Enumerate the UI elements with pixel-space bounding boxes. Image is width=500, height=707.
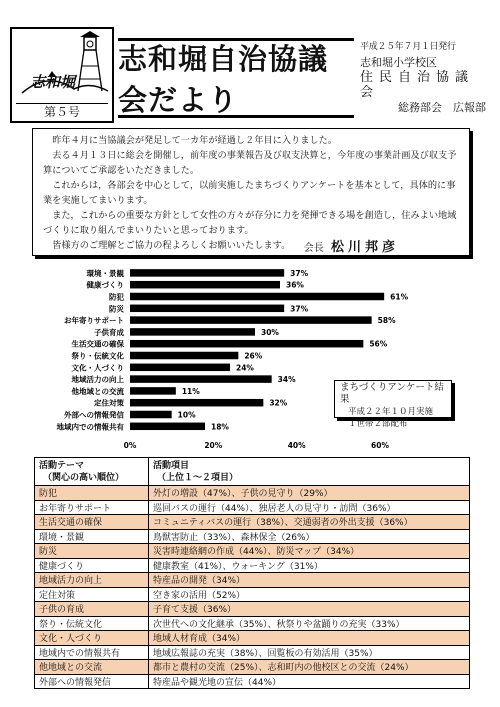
table-row <box>35 660 470 675</box>
category-label: 防犯 <box>109 292 124 302</box>
tower-logo-icon <box>18 31 110 105</box>
category-label: 環境・景観 <box>86 268 124 278</box>
category-label: 健康づくり <box>86 280 124 290</box>
items-cell: 災害時連絡網の作成（44%）、防災マップ（34%） <box>149 544 470 559</box>
issue-number: 第５号 <box>16 103 108 120</box>
header-theme-sub: （関心の高い順位） <box>43 472 125 483</box>
logo-text: 志和堀 <box>30 73 76 91</box>
bar <box>130 387 176 395</box>
message-paragraph: また，これからの重要な方針として女性の方々が存分に力を発揮できる場を創造し，住みよい地域づくりに取り組んでまいりたいと思っております。 <box>43 210 457 236</box>
signature-title: 会長 <box>303 243 324 254</box>
bar-value-label: 11% <box>181 386 200 396</box>
bar-value-label: 26% <box>244 351 263 361</box>
school-district: 志和堀小学校区 <box>360 56 437 69</box>
category-label: 他地域との交流 <box>71 386 124 396</box>
message-paragraph: 皆様方のご理解とご協力の程よろしくお願いいたします。 <box>52 240 291 251</box>
table-header-items <box>149 458 470 486</box>
bar <box>130 399 263 407</box>
theme-cell: 生活交通の確保 <box>35 515 149 530</box>
category-label: お年寄りサポート <box>64 316 124 326</box>
items-cell: 健康教室（41%）、ウォーキング（31%） <box>149 558 470 573</box>
x-tick-label: 60% <box>371 441 389 451</box>
message-paragraph: 去る４月１３日に総会を開催し，前年度の事業報告及び収支決算と，今年度の事業計画及び収支予算についてご承認をいただきました。 <box>43 150 457 176</box>
survey-info-title: まちづくりアンケート結果 <box>340 382 444 405</box>
category-label: 外部への情報発信 <box>64 410 124 420</box>
theme-cell: 他地域との交流 <box>35 660 149 675</box>
message-paragraph: 昨年４月に当協議会が発足して一カ年が経過し２年目に入りました。 <box>52 135 337 146</box>
bar-value-label: 10% <box>177 410 196 420</box>
bar-value-label: 58% <box>377 316 396 326</box>
survey-info-date: 平成２２年１０月実施 <box>348 407 434 417</box>
items-cell: 地域広報誌の充実（38%）、回覧板の有効活用（35%） <box>149 645 470 660</box>
table-row <box>35 529 470 544</box>
survey-info-distribution: １世帯２部配布 <box>348 419 408 429</box>
bar <box>130 364 230 372</box>
category-label: 防災 <box>109 304 124 314</box>
theme-cell: 外部への情報発信 <box>35 674 149 689</box>
bar <box>130 340 363 348</box>
items-cell: 都市と農村の交流（25%）、志和町内の他校区との交流（24%） <box>149 660 470 675</box>
newsletter-title: 志和堀自治協議会だより <box>118 42 329 117</box>
theme-cell: 環境・景観 <box>35 529 149 544</box>
bar <box>130 293 384 301</box>
items-cell: 空き家の活用（52%） <box>149 587 470 602</box>
table-row <box>35 616 470 631</box>
logo-box <box>10 27 114 123</box>
table-row <box>35 544 470 559</box>
organization-name: 住民自治協議会 <box>360 70 475 100</box>
theme-cell: 文化・人づくり <box>35 631 149 646</box>
items-cell: 特産品や観光地の宣伝（44%） <box>149 674 470 689</box>
bar-value-label: 61% <box>390 292 409 302</box>
bar-value-label: 36% <box>286 280 304 290</box>
bar-value-label: 37% <box>290 304 309 314</box>
items-cell: 巡回バスの運行（44%）、独居老人の見守り・訪問（36%） <box>149 500 470 515</box>
greeting-message <box>32 128 470 256</box>
theme-cell: 地域活力の向上 <box>35 573 149 588</box>
table-row <box>35 631 470 646</box>
items-cell: 鳥獣害防止（33%）、森林保全（26%） <box>149 529 470 544</box>
items-cell: 子育て支援（36%） <box>149 602 470 617</box>
items-cell: 次世代への文化継承（35%）、秋祭りや盆踊りの充実（33%） <box>149 616 470 631</box>
bar <box>130 305 284 313</box>
issue-date: 平成２５年７月１日発行 <box>360 42 456 52</box>
x-tick-label: 20% <box>204 441 223 451</box>
table-header-row <box>35 458 470 486</box>
category-label: 生活交通の確保 <box>71 339 124 349</box>
table-header-theme <box>35 458 149 486</box>
header-items-label: 活動項目 <box>153 460 190 471</box>
bar <box>130 316 372 324</box>
bar-value-label: 24% <box>236 363 254 373</box>
x-tick-label: 40% <box>287 441 306 451</box>
bar <box>130 423 205 431</box>
theme-cell: 祭り・伝統文化 <box>35 616 149 631</box>
signature <box>304 240 399 256</box>
items-cell: 外灯の増設（47%）、子供の見守り（29%） <box>149 486 470 501</box>
theme-cell: 子供の育成 <box>35 602 149 617</box>
activity-table <box>34 457 470 689</box>
survey-info-box <box>334 380 452 429</box>
category-label: 地域活力の向上 <box>71 375 124 385</box>
theme-cell: お年寄りサポート <box>35 500 149 515</box>
bar-value-label: 34% <box>277 375 296 385</box>
bar <box>130 352 238 360</box>
bar <box>130 328 255 336</box>
table-row <box>35 587 470 602</box>
message-paragraph: これからは，各部会を中心として，以前実施したまちづくりアンケートを基本として，具体的に事業を実施してまいります。 <box>43 180 456 206</box>
table-row <box>35 674 470 689</box>
table-row <box>35 515 470 530</box>
category-label: 文化・人づくり <box>71 363 124 373</box>
items-cell: 地域人材育成（34%） <box>149 631 470 646</box>
bar <box>130 269 284 277</box>
bar-value-label: 32% <box>269 398 288 408</box>
department-name: 総務部会 広報部 <box>398 101 486 114</box>
issuer-block <box>360 40 490 115</box>
bar <box>130 411 172 419</box>
header-items-sub: （上位１～２項目） <box>157 472 239 483</box>
bar-value-label: 56% <box>369 339 388 349</box>
table-row <box>35 645 470 660</box>
theme-cell: 防災 <box>35 544 149 559</box>
category-label: 定住対策 <box>94 398 124 408</box>
table-row <box>35 558 470 573</box>
table-row <box>35 500 470 515</box>
bar <box>130 375 272 383</box>
category-label: 祭り・伝統文化 <box>71 351 124 361</box>
theme-cell: 健康づくり <box>35 558 149 573</box>
signature-name: 松川邦彦 <box>330 240 399 255</box>
theme-cell: 防犯 <box>35 486 149 501</box>
header-theme-label: 活動テーマ <box>39 460 85 471</box>
newsletter-title-band <box>118 38 354 118</box>
category-label: 子供育成 <box>94 327 124 337</box>
items-cell: 特産品の開発（34%） <box>149 573 470 588</box>
bar <box>130 281 280 289</box>
table-row <box>35 486 470 501</box>
category-label: 地域内での情報共有 <box>56 422 124 432</box>
table-row <box>35 602 470 617</box>
items-cell: コミュニティバスの運行（38%）、交通弱者の外出支援（36%） <box>149 515 470 530</box>
theme-cell: 定住対策 <box>35 587 149 602</box>
x-tick-label: 0% <box>123 441 137 451</box>
table-row <box>35 573 470 588</box>
bar-value-label: 37% <box>290 268 309 278</box>
bar-value-label: 18% <box>211 422 229 432</box>
bar-value-label: 30% <box>261 327 279 337</box>
theme-cell: 地域内での情報共有 <box>35 645 149 660</box>
